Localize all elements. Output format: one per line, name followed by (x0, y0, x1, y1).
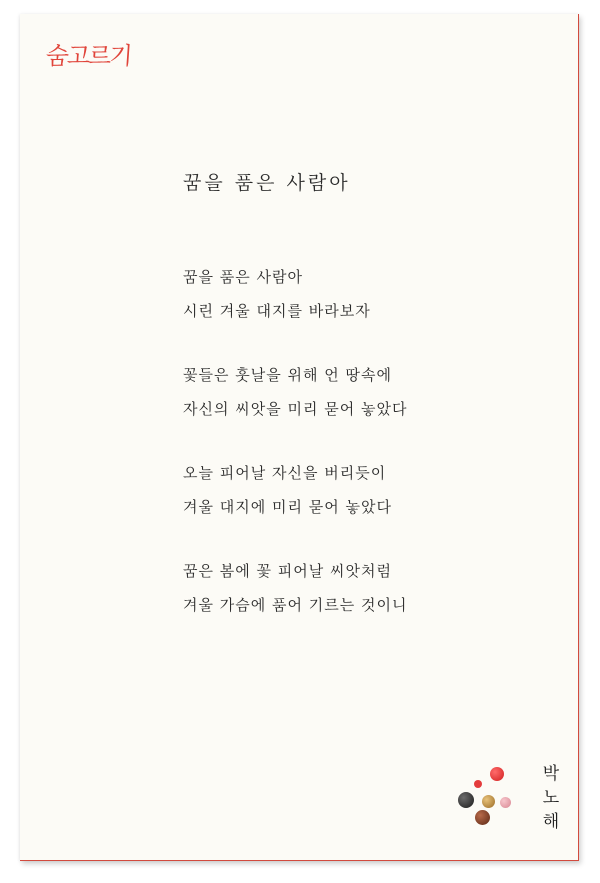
poem-line: 꽃들은 훗날을 위해 언 땅속에 (183, 366, 392, 384)
signature-char: 노 (542, 788, 560, 808)
poem-line: 자신의 씨앗을 미리 묻어 놓았다 (183, 400, 408, 418)
poem-card (20, 14, 579, 861)
poem-line: 꿈을 품은 사람아 (183, 268, 303, 286)
stanza-2 (183, 358, 543, 426)
poem-line: 겨울 가슴에 품어 기르는 것이니 (183, 596, 408, 614)
decorative-dot (475, 810, 490, 825)
stanza-1 (183, 260, 543, 328)
poem-title: 꿈을 품은 사람아 (183, 172, 351, 194)
signature-char: 박 (542, 764, 560, 784)
stanza-4 (183, 554, 543, 622)
brand-logo: 숨고르기 (44, 42, 132, 70)
decorative-dot (500, 797, 511, 808)
poem-line: 꿈은 봄에 꽃 피어날 씨앗처럼 (183, 562, 392, 580)
poem-line: 오늘 피어날 자신을 버리듯이 (183, 464, 387, 482)
poem-line: 시린 겨울 대지를 바라보자 (183, 302, 371, 320)
decorative-dot (474, 780, 482, 788)
poem-body (183, 260, 543, 652)
author-signature (540, 762, 562, 834)
decorative-dot (490, 767, 504, 781)
poem-line: 겨울 대지에 미리 묻어 놓았다 (183, 498, 392, 516)
author-seal (452, 762, 572, 832)
decorative-dot (482, 795, 495, 808)
signature-char: 해 (542, 812, 560, 832)
decorative-dot (458, 792, 474, 808)
stanza-3 (183, 456, 543, 524)
